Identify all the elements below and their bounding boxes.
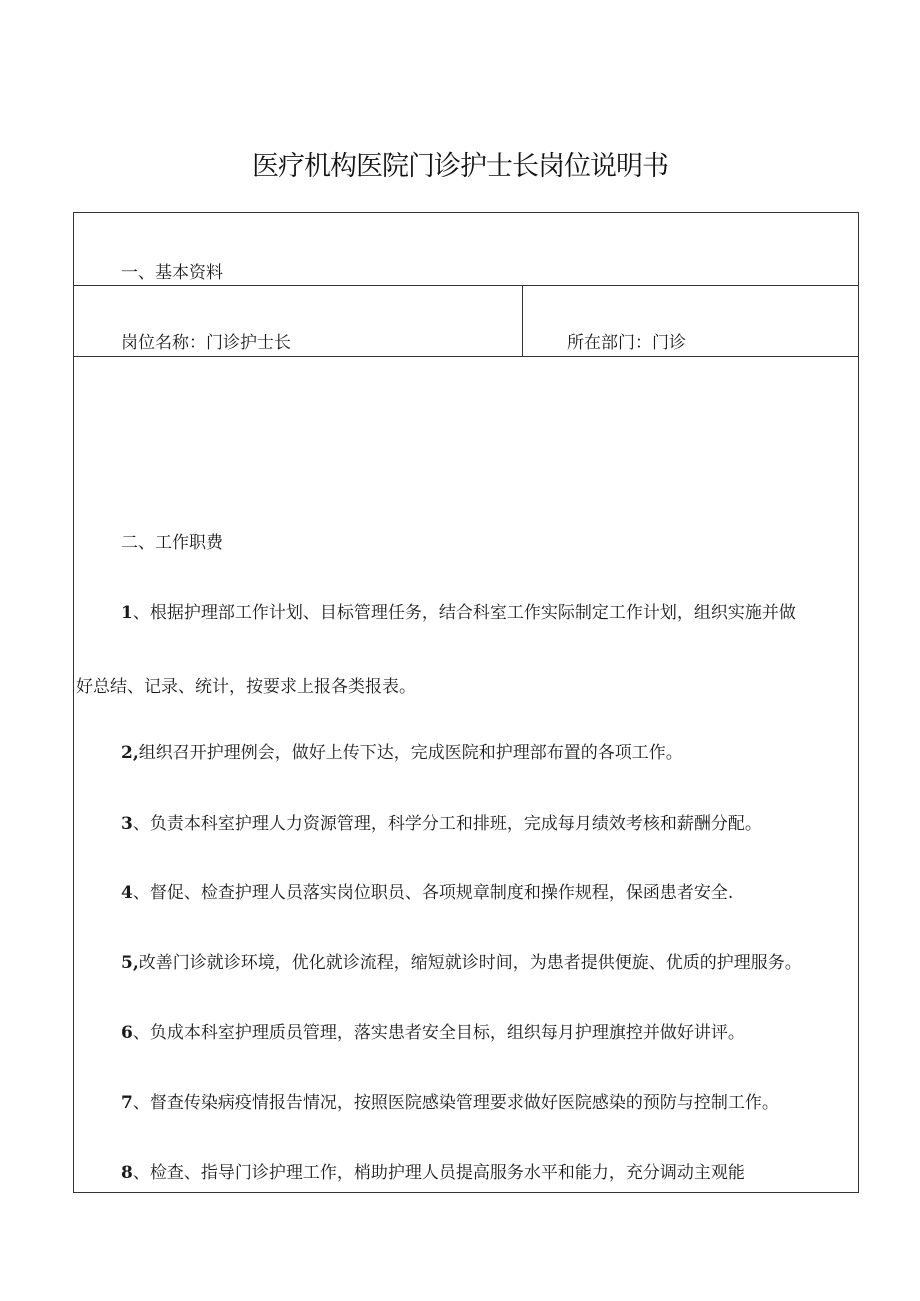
duty-item-separator: 、 (132, 603, 150, 623)
position-name-field (121, 335, 291, 352)
department-field (567, 335, 686, 352)
duty-item-text: 负成本科室护理质员管理，落实患者安全目标，组织每月护理旗控并做好讲评。 (149, 1023, 745, 1043)
duty-item-text: 督促、检查护理人员落实岗位职员、各项规章制度和操作规程，保函患者安全. (149, 883, 734, 903)
duty-item-separator: 、 (132, 1023, 150, 1043)
duty-item-number: 1 (121, 603, 133, 623)
duty-item-1 (121, 605, 796, 622)
section-duties-heading: 二、工作职费 (121, 533, 223, 553)
duty-item-number: 8 (121, 1163, 133, 1183)
document-title: 医疗机构医院门诊护士长岗位说明书 (252, 151, 668, 182)
section-basic-info-heading: 一、基本资料 (121, 263, 223, 283)
duty-item-separator: 、 (132, 1163, 150, 1183)
duty-item-separator: 、 (132, 1093, 150, 1113)
duty-item-6 (121, 1025, 745, 1042)
duty-item-3 (121, 816, 762, 833)
duty-item-text: 改善门诊就诊环境，优化就诊流程，缩短就诊时间，为患者提供便旋、优质的护理服务。 (138, 953, 802, 973)
duty-item-text: 根据护理部工作计划、目标管理任务，结合科室工作实际制定工作计划，组织实施并做 (149, 603, 796, 623)
duty-item-number: 6 (121, 1023, 133, 1043)
duty-item-number: 4 (121, 883, 133, 903)
department-label: 所在部门： (567, 333, 652, 353)
duty-item-4 (121, 885, 733, 902)
duty-item-number: 7 (121, 1093, 133, 1113)
duty-item-number: 5, (121, 953, 139, 973)
job-description-form (73, 212, 859, 1193)
duty-item-separator: 、 (132, 883, 150, 903)
column-divider (522, 285, 523, 356)
position-name-value: 门诊护士长 (206, 333, 291, 353)
duty-item-5 (121, 955, 802, 972)
duty-item-text: 负责本科室护理人力资源管理，科学分工和排班，完成每月绩效考核和薪酬分配。 (149, 814, 762, 834)
duty-item-number: 3 (121, 814, 133, 834)
duty-item-text: 检查、指导门诊护理工作，梢助护理人员提高服务水平和能力，充分调动主观能 (149, 1163, 745, 1183)
row-divider (74, 356, 858, 357)
duty-item-8 (121, 1165, 745, 1182)
duty-item-2 (121, 745, 683, 762)
duty-item-text: 督查传染病疫情报告情况，按照医院感染管理要求做好医院感染的预防与控制工作。 (149, 1093, 779, 1113)
duty-item-number: 2, (121, 743, 139, 763)
row-divider (74, 285, 858, 286)
duty-item-separator: 、 (132, 814, 150, 834)
duty-item-7 (121, 1095, 779, 1112)
position-name-label: 岗位名称： (121, 333, 206, 353)
department-value: 门诊 (652, 333, 686, 353)
duty-item-text: 组织召开护理例会，做好上传下达，完成医院和护理部布置的各项工作。 (138, 743, 683, 763)
duty-item-1-continuation: 好总结、记录、统计，按要求上报各类报表。 (76, 677, 416, 697)
